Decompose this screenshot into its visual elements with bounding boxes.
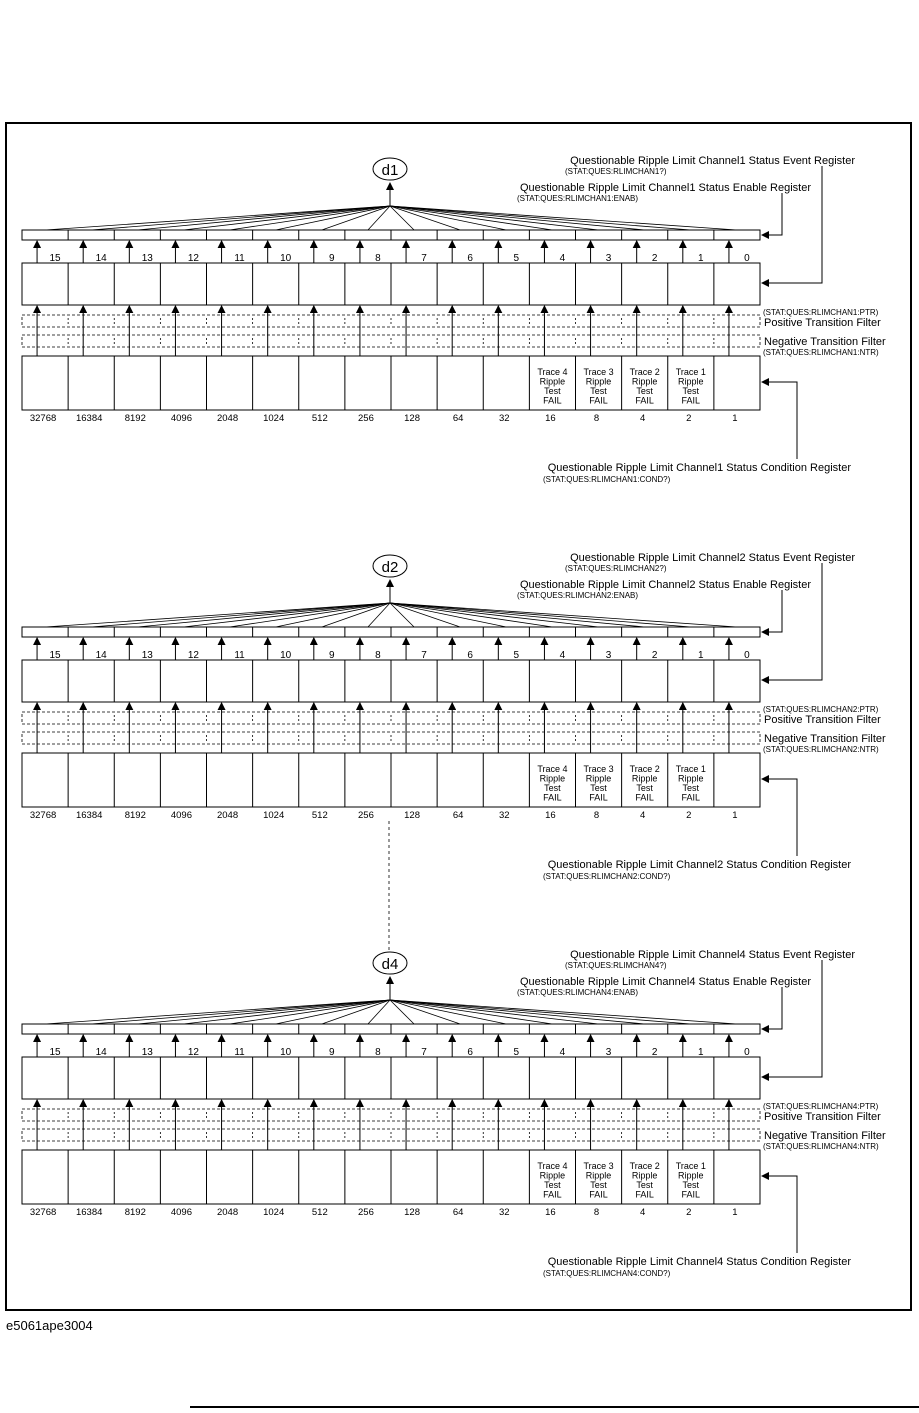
bit-weight: 512 (311, 413, 328, 424)
bit-weight: 4096 (170, 1207, 193, 1218)
condition-bit-label: Ripple (585, 1170, 612, 1181)
condition-bit-label: Ripple (539, 1170, 566, 1181)
enable-register-command: (STAT:QUES:RLIMCHAN2:ENAB) (517, 591, 639, 600)
bit-number: 4 (559, 1047, 566, 1058)
bit-weight: 2048 (216, 1207, 239, 1218)
event-register-command: (STAT:QUES:RLIMCHAN4?) (565, 961, 667, 970)
condition-bit-label: Trace 3 (583, 367, 614, 377)
condition-bit-label: FAIL (589, 792, 608, 803)
bit-weight: 512 (311, 810, 328, 821)
condition-bit-label: FAIL (635, 1189, 654, 1200)
bit-weight: 2 (686, 413, 692, 424)
event-register-label: Questionable Ripple Limit Channel2 Status Event Register (570, 552, 855, 564)
bit-number: 10 (280, 1047, 292, 1058)
condition-bit-label: FAIL (681, 395, 701, 406)
condition-bit-label: Ripple (539, 376, 566, 387)
bit-weight: 32 (499, 810, 510, 821)
bit-weight: 1 (732, 1207, 738, 1218)
condition-bit-label: FAIL (635, 395, 654, 406)
bit-number: 1 (698, 253, 704, 264)
condition-bit-label: Ripple (631, 376, 658, 387)
event-register-label: Questionable Ripple Limit Channel1 Status Event Register (570, 155, 855, 167)
condition-bit-label: Test (636, 1180, 653, 1190)
bit-number: 15 (49, 253, 61, 264)
bit-weight: 8192 (124, 413, 146, 424)
enable-register-command: (STAT:QUES:RLIMCHAN4:ENAB) (517, 988, 639, 997)
bit-weight: 512 (311, 1207, 328, 1218)
bit-number: 8 (375, 650, 381, 661)
bit-weight: 16 (545, 810, 556, 821)
condition-bit-label: Ripple (585, 773, 612, 784)
condition-register-label: Questionable Ripple Limit Channel1 Status Condition Register (547, 462, 851, 474)
fan-line (390, 1000, 645, 1024)
ntr-command: (STAT:QUES:RLIMCHAN1:NTR) (763, 348, 879, 357)
bit-number: 14 (95, 1047, 107, 1058)
fan-line (390, 603, 737, 627)
bit-weight: 32768 (29, 810, 57, 821)
negative-transition-filter (22, 335, 760, 347)
bit-weight: 32768 (29, 1207, 57, 1218)
fan-line (390, 206, 737, 230)
condition-bit-label: Test (544, 386, 561, 396)
fan-line (137, 1000, 390, 1024)
bit-number: 5 (513, 253, 520, 264)
bit-number: 6 (467, 650, 473, 661)
bit-number: 6 (467, 1047, 473, 1058)
fan-line (230, 206, 390, 230)
condition-register-command: (STAT:QUES:RLIMCHAN4:COND?) (543, 1269, 671, 1278)
bit-number: 12 (187, 253, 199, 264)
bit-weight: 1 (732, 413, 738, 424)
condition-bit-label: Trace 4 (537, 367, 568, 377)
fan-line (390, 206, 552, 230)
condition-bit-label: Test (590, 783, 607, 793)
bit-number: 5 (513, 650, 520, 661)
bit-weight: 1024 (263, 1207, 285, 1218)
bit-weight: 64 (452, 810, 464, 821)
bit-weight: 16384 (75, 1207, 103, 1218)
bit-weight: 8 (593, 810, 600, 821)
fan-line (390, 603, 552, 627)
condition-label-leader (762, 1176, 797, 1253)
condition-bit-label: Trace 2 (629, 764, 660, 774)
condition-bit-label: FAIL (543, 792, 562, 803)
condition-register-label: Questionable Ripple Limit Channel4 Status Condition Register (547, 1256, 851, 1268)
fan-line (390, 603, 506, 627)
bit-number: 6 (467, 253, 473, 264)
fan-line (390, 1000, 414, 1024)
bit-weight: 16384 (75, 810, 103, 821)
event-register-label: Questionable Ripple Limit Channel4 Status Event Register (570, 949, 855, 961)
fan-line (390, 206, 691, 230)
bit-number: 7 (421, 650, 427, 661)
bit-number: 4 (559, 650, 566, 661)
bit-number: 9 (329, 253, 335, 264)
channel-d1 (22, 155, 886, 484)
bit-number: 8 (375, 253, 381, 264)
fan-line (390, 603, 691, 627)
fan-line (390, 603, 645, 627)
bit-number: 1 (698, 1047, 704, 1058)
enable-label-leader (762, 987, 782, 1029)
summary-bit-label: d4 (381, 956, 399, 973)
positive-filter-label: Positive Transition Filter (764, 1111, 881, 1123)
bit-weight: 32 (499, 413, 510, 424)
bit-number: 0 (744, 1047, 750, 1058)
bit-number: 3 (605, 1047, 612, 1058)
condition-bit-label: Test (682, 783, 700, 793)
fan-line (390, 1000, 552, 1024)
bit-number: 10 (280, 253, 292, 264)
condition-bit-label: Trace 4 (537, 764, 568, 774)
ptr-command: (STAT:QUES:RLIMCHAN1:PTR) (763, 308, 879, 317)
bit-number: 2 (651, 650, 658, 661)
bit-weight: 32768 (29, 413, 57, 424)
bit-weight: 4 (640, 1207, 646, 1218)
bit-weight: 128 (404, 1207, 420, 1218)
enable-label-leader (762, 590, 782, 632)
condition-bit-label: FAIL (635, 792, 654, 803)
condition-bit-label: Trace 2 (629, 367, 660, 377)
bit-weight: 4 (640, 810, 646, 821)
bit-weight: 1 (732, 810, 738, 821)
bit-number: 2 (651, 1047, 658, 1058)
condition-bit-label: FAIL (681, 1189, 701, 1200)
condition-bit-label: Trace 1 (675, 764, 706, 774)
fan-line (137, 603, 390, 627)
condition-bit-label: Test (636, 386, 653, 396)
bit-number: 10 (280, 650, 292, 661)
bit-number: 0 (744, 650, 750, 661)
fan-line (390, 1000, 506, 1024)
condition-bit-label: Ripple (678, 773, 704, 784)
bit-number: 11 (234, 253, 245, 264)
bit-weight: 64 (452, 413, 464, 424)
fan-line (390, 1000, 691, 1024)
negative-filter-label: Negative Transition Filter (764, 1130, 886, 1142)
negative-transition-filter (22, 732, 760, 744)
condition-bit-label: Test (544, 783, 561, 793)
bit-number: 12 (187, 650, 199, 661)
bit-number: 8 (375, 1047, 381, 1058)
ptr-command: (STAT:QUES:RLIMCHAN2:PTR) (763, 705, 879, 714)
condition-bit-label: FAIL (589, 1189, 608, 1200)
bit-number: 1 (698, 650, 704, 661)
positive-filter-label: Positive Transition Filter (764, 714, 881, 726)
condition-bit-label: Test (636, 783, 653, 793)
condition-bit-label: Ripple (631, 1170, 658, 1181)
event-register-command: (STAT:QUES:RLIMCHAN1?) (565, 167, 667, 176)
condition-bit-label: Ripple (678, 376, 704, 387)
bit-weight: 256 (358, 810, 374, 821)
bit-weight: 1024 (263, 810, 285, 821)
condition-register-command: (STAT:QUES:RLIMCHAN1:COND?) (543, 475, 671, 484)
bit-number: 11 (234, 650, 245, 661)
channel-d2 (22, 552, 886, 881)
positive-transition-filter (22, 315, 760, 327)
bit-number: 15 (49, 1047, 61, 1058)
condition-label-leader (762, 779, 797, 856)
bit-weight: 128 (404, 413, 420, 424)
condition-bit-label: Test (590, 1180, 607, 1190)
condition-bit-label: Trace 1 (675, 367, 706, 377)
condition-bit-label: Ripple (678, 1170, 704, 1181)
event-register-command: (STAT:QUES:RLIMCHAN2?) (565, 564, 667, 573)
condition-bit-label: Ripple (539, 773, 566, 784)
bit-weight: 8192 (124, 1207, 146, 1218)
positive-filter-label: Positive Transition Filter (764, 317, 881, 329)
fan-line (390, 206, 414, 230)
fan-line (390, 206, 506, 230)
fan-line (230, 1000, 390, 1024)
bit-weight: 2 (686, 1207, 692, 1218)
fan-line (390, 1000, 737, 1024)
bit-number: 0 (744, 253, 750, 264)
negative-transition-filter (22, 1129, 760, 1141)
positive-transition-filter (22, 712, 760, 724)
bit-number: 3 (605, 253, 612, 264)
bit-number: 15 (49, 650, 61, 661)
condition-bit-label: FAIL (543, 395, 562, 406)
bit-number: 14 (95, 650, 107, 661)
bit-number: 2 (651, 253, 658, 264)
bit-weight: 2 (686, 810, 692, 821)
bit-weight: 256 (358, 413, 374, 424)
bit-weight: 2048 (216, 413, 239, 424)
condition-bit-label: Trace 4 (537, 1161, 568, 1171)
bit-number: 7 (421, 1047, 427, 1058)
bit-weight: 16 (545, 1207, 556, 1218)
bit-number: 3 (605, 650, 612, 661)
bit-number: 12 (187, 1047, 199, 1058)
bit-number: 7 (421, 253, 427, 264)
condition-bit-label: Ripple (585, 376, 612, 387)
bit-number: 13 (141, 253, 153, 264)
bit-weight: 1024 (263, 413, 285, 424)
enable-register-label: Questionable Ripple Limit Channel2 Status Enable Register (519, 579, 811, 591)
condition-bit-label: Test (590, 386, 607, 396)
bit-number: 9 (329, 650, 335, 661)
footer-rule (190, 1406, 919, 1408)
condition-bit-label: Trace 3 (583, 764, 614, 774)
condition-bit-label: Trace 1 (675, 1161, 706, 1171)
enable-register-command: (STAT:QUES:RLIMCHAN1:ENAB) (517, 194, 639, 203)
summary-bit-label: d2 (381, 559, 399, 576)
bit-weight: 8 (593, 413, 600, 424)
condition-bit-label: FAIL (589, 395, 608, 406)
fan-line (390, 206, 645, 230)
bit-weight: 16 (545, 413, 556, 424)
bit-number: 4 (559, 253, 566, 264)
bit-weight: 4 (640, 413, 646, 424)
fan-line (91, 1000, 390, 1024)
enable-register-label: Questionable Ripple Limit Channel4 Status Enable Register (519, 976, 811, 988)
bit-number: 9 (329, 1047, 335, 1058)
bit-weight: 8192 (124, 810, 146, 821)
bit-number: 11 (234, 1047, 245, 1058)
fan-line (390, 603, 414, 627)
bit-weight: 8 (593, 1207, 600, 1218)
channel-d4 (22, 949, 886, 1278)
ptr-command: (STAT:QUES:RLIMCHAN4:PTR) (763, 1102, 879, 1111)
ntr-command: (STAT:QUES:RLIMCHAN4:NTR) (763, 1142, 879, 1151)
negative-filter-label: Negative Transition Filter (764, 336, 886, 348)
fan-line (137, 206, 390, 230)
fan-line (230, 603, 390, 627)
condition-bit-label: Test (682, 1180, 700, 1190)
bit-weight: 256 (358, 1207, 374, 1218)
condition-label-leader (762, 382, 797, 459)
condition-bit-label: FAIL (543, 1189, 562, 1200)
fan-line (91, 603, 390, 627)
positive-transition-filter (22, 1109, 760, 1121)
condition-register-command: (STAT:QUES:RLIMCHAN2:COND?) (543, 872, 671, 881)
condition-bit-label: Trace 2 (629, 1161, 660, 1171)
negative-filter-label: Negative Transition Filter (764, 733, 886, 745)
condition-bit-label: Test (682, 386, 700, 396)
bit-number: 13 (141, 1047, 153, 1058)
bit-weight: 16384 (75, 413, 103, 424)
bit-weight: 2048 (216, 810, 239, 821)
condition-bit-label: FAIL (681, 792, 701, 803)
bit-number: 13 (141, 650, 153, 661)
bit-weight: 4096 (170, 413, 193, 424)
bit-weight: 32 (499, 1207, 510, 1218)
enable-register-label: Questionable Ripple Limit Channel1 Status Enable Register (519, 182, 811, 194)
bit-number: 14 (95, 253, 107, 264)
bit-number: 5 (513, 1047, 520, 1058)
bit-weight: 128 (404, 810, 420, 821)
condition-bit-label: Ripple (631, 773, 658, 784)
fan-line (91, 206, 390, 230)
bit-weight: 64 (452, 1207, 464, 1218)
summary-bit-label: d1 (381, 162, 399, 179)
ntr-command: (STAT:QUES:RLIMCHAN2:NTR) (763, 745, 879, 754)
condition-bit-label: Test (544, 1180, 561, 1190)
condition-bit-label: Trace 3 (583, 1161, 614, 1171)
enable-label-leader (762, 193, 782, 235)
figure-id: e5061ape3004 (6, 1318, 93, 1333)
bit-weight: 4096 (170, 810, 193, 821)
condition-register-label: Questionable Ripple Limit Channel2 Status Condition Register (547, 859, 851, 871)
